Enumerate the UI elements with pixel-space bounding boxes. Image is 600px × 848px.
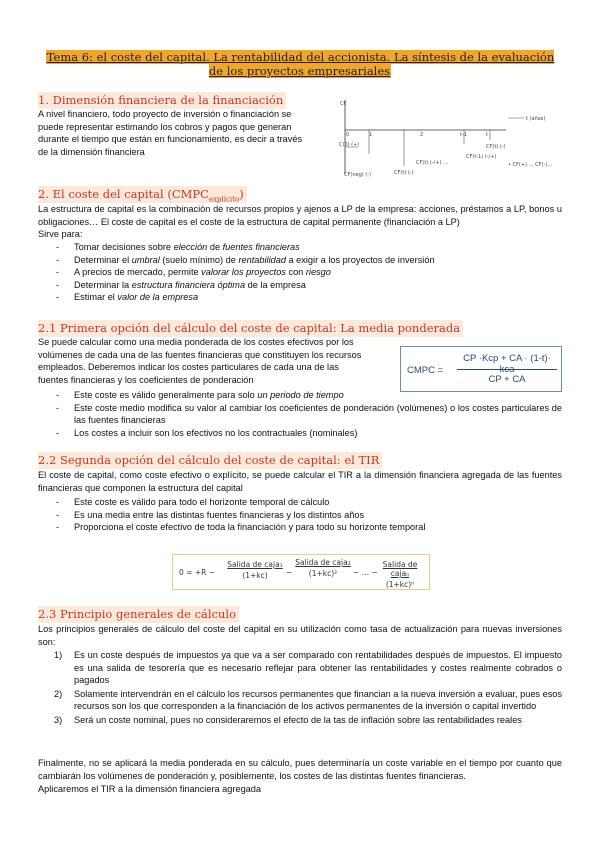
tir-start: 0 = +R − xyxy=(179,568,215,577)
diagram-legend: • CF(+)…, CF(-)… xyxy=(508,162,553,168)
section-2-1-heading: 2.1 Primera opción del cálculo del coste de capital: La media ponderada xyxy=(38,321,463,335)
tir-formula: 0 = +R − Salida de caja₁ (1+kc) − Salida de caja₂ (1+kc)² − … − Salida de cajaₙ (1+kc)ⁿ xyxy=(172,554,430,590)
list-item: - Este coste es válido generalmente para solo un periodo de tiempo xyxy=(56,389,562,402)
list-item: - Los costes a incluir son los efectivos no los contractuales (nominales) xyxy=(56,427,562,440)
time-axis-label: t (años) xyxy=(526,116,546,122)
section-2-sirve: Sirve para: xyxy=(38,229,83,239)
list-item: 1) Es un coste después de impuestos ya que va a ser comparado con rentabilidades después de impuestos. El impuesto es una salida de tesorería que es necesario reflejar para obtener las rentabilidades y costes realmente cobrados o pagados xyxy=(54,650,562,686)
section-1-heading: 1. Dimensión financiera de la financiación xyxy=(38,93,286,107)
section-2-3-heading: 2.3 Principio generales de cálculo xyxy=(38,607,239,621)
list-item: - Determinar el umbral (suelo mínimo) de rentabilidad a exigir a los proyectos de inversión xyxy=(56,254,562,267)
formula-numerator: CP ·Kcp + CA · (1-t)· kca xyxy=(463,353,551,375)
financial-dimension-diagram xyxy=(336,96,562,184)
fraction-bar xyxy=(457,369,557,370)
list-item: 2) Solamente intervendrán en el cálculo los recursos permanentes que financian a la nueva inversión a evaluar, pues esos recursos son los que corresponden a la financiación de los activos permanentes de la inversión o capital invertido xyxy=(54,688,562,712)
section-2-heading: 2. El coste del capital $(CMPC_{explícito})$ xyxy=(38,187,247,203)
list-item: - Estimar el valor de la empresa xyxy=(56,291,562,304)
list-item: - Determinar la estructura financiera óptima de la empresa xyxy=(56,279,562,292)
section-2-3-text: Los principios generales de cálculo del coste del capital en su utilización como tasa de actualización para nuevas inversiones son: xyxy=(38,624,562,647)
section-2-list xyxy=(56,241,562,304)
page-title: Tema 6: el coste del capital. La rentabilidad del accionista. La síntesis de la evaluación de los proyectos empresariales xyxy=(46,50,555,78)
tick-t: t xyxy=(486,132,488,138)
tir-term-1: Salida de caja₁ (1+kc) xyxy=(227,560,283,580)
section-2-2-heading: 2.2 Segunda opción del cálculo del coste de capital: el TIR xyxy=(38,453,382,467)
tir-term-2: Salida de caja₂ (1+kc)² xyxy=(295,558,351,578)
list-item: - Proporciona el coste efectivo de toda la financiación y para todo su horizonte temporal xyxy=(56,521,562,534)
section-2-2-list xyxy=(56,496,562,534)
tick-0: 0 xyxy=(346,132,350,138)
list-item: - Este coste es válido para todo el horizonte temporal de cálculo xyxy=(56,496,562,509)
initial-flow-label: C(0) (+) xyxy=(339,142,360,148)
formula-label: CMPC = xyxy=(407,365,444,376)
section-2-1-list xyxy=(56,389,562,439)
tick-t-1: t-1 xyxy=(460,132,467,138)
list-item: - Es una media entre las distintas fuentes financieras y los distintos años xyxy=(56,509,562,522)
section-2-3-conclusion: Finalmente, no se aplicará la media ponderada en su cálculo, pues determinaría un coste variable en el tiempo por cuanto que cambiarán los volúmenes de ponderación y, posiblemente, los costes de las distintas fuentes financieras. xyxy=(38,758,562,781)
section-2-1-text: Se puede calcular como una media ponderada de los costes efectivos por los volúmenes de cada una de las fuentes financieras que constituyen los recursos empleados. Deberemos indicar los costes particulares de cada una de las fuentes financieras y los coeficientes de ponderación xyxy=(38,337,362,385)
section-2-3-final: Aplicaremos el TIR a la dimensión financiera agregada xyxy=(38,784,262,794)
y-axis-label: C€ xyxy=(340,101,347,107)
flow-tn-label: CF(t) (-/+) … xyxy=(416,160,448,166)
negative-flow-label: CF(neg) (-) xyxy=(344,172,371,178)
tick-2: 2 xyxy=(420,132,424,138)
cmpc-formula xyxy=(400,346,562,392)
list-item: - Este coste medio modifica su valor al cambiar los coeficientes de ponderación (volúmenes) o los costes particulares de las fuentes financieras xyxy=(56,402,562,427)
flow-t-1-label: CF(t-1) (-/+) xyxy=(466,154,497,160)
list-item: - A precios de mercado, permite valorar los proyectos con riesgo xyxy=(56,266,562,279)
section-2-text: La estructura de capital es la combinación de recursos propios y ajenos a LP de la empresa: acciones, préstamos a LP, bonos u obligaciones… El coste de capital es el coste de la estructura de capital permanente (financiación a LP) xyxy=(38,204,562,227)
list-item: - Tomar decisiones sobre elección de fuentes financieras xyxy=(56,241,562,254)
section-2-2-text: El coste de capital, como coste efectivo o explícito, se puede calcular el TIR a la dimensión financiera agregada de las fuentes financieras que componen la estructura del capital xyxy=(38,470,562,493)
tick-1: 1 xyxy=(369,132,373,138)
flow-t-label: CF(t) (-) xyxy=(394,170,414,176)
section-1-text: A nivel financiero, todo proyecto de inversión o financiación se puede representar estimando los cobros y pagos que generan durante el tiempo que están en funcionamiento, es decir a través de la dimensión financiera xyxy=(38,109,303,157)
section-2-3-list xyxy=(54,649,562,728)
tir-term-n: Salida de cajaₙ (1+kc)ⁿ xyxy=(382,560,418,589)
formula-denominator: CP + CA xyxy=(488,374,526,385)
flow-final-label: CF(t) (-) xyxy=(486,144,506,150)
list-item: 3) Será un coste nominal, pues no consideraremos el efecto de la tas de inflación sobre las rentabilidades reales xyxy=(54,714,522,725)
